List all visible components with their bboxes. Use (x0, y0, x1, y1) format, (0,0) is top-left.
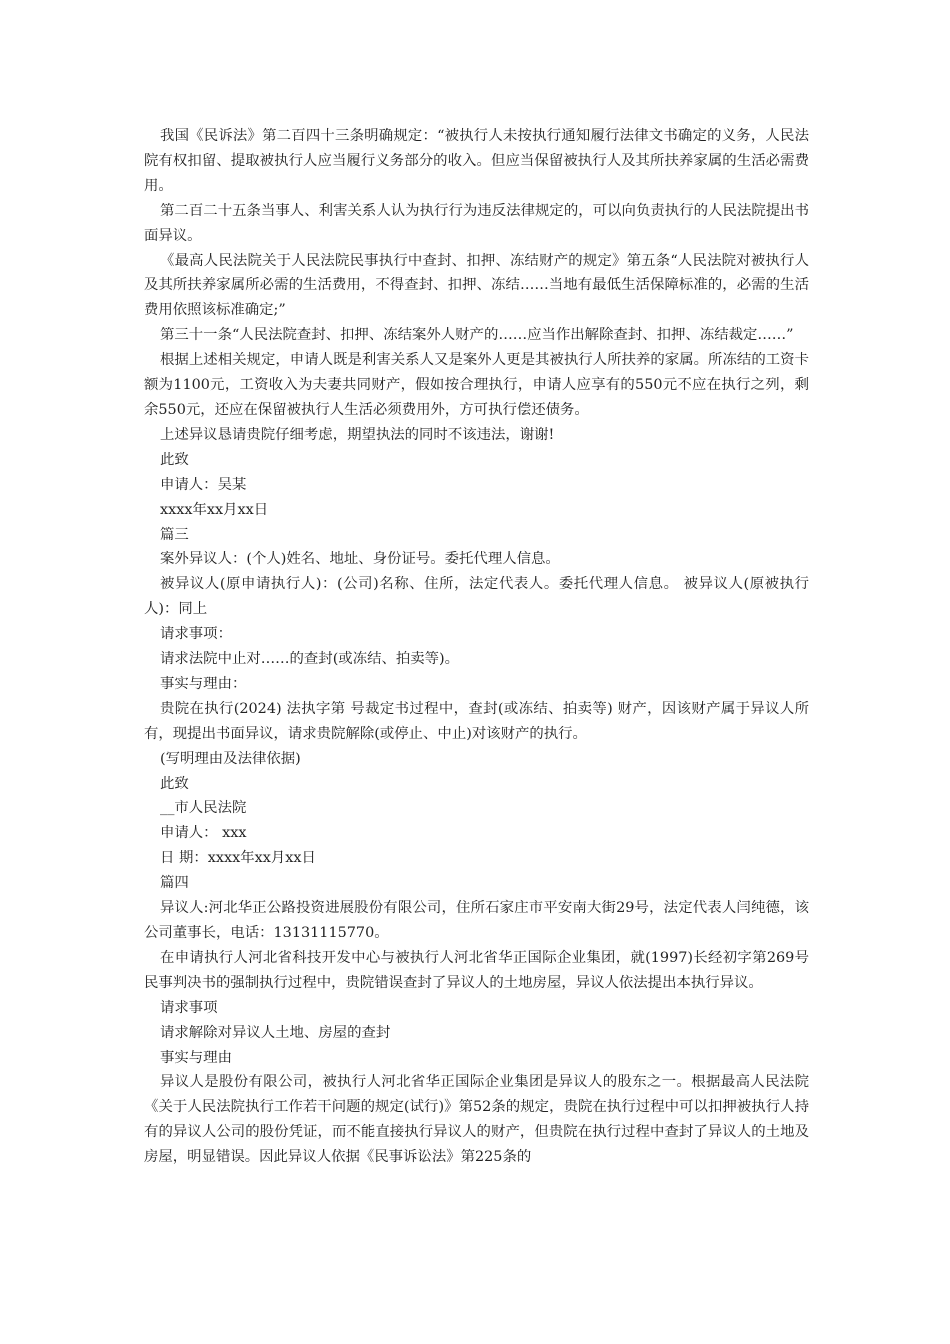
section-heading: 篇四 (160, 875, 189, 892)
court-line: __市人民法院 (160, 800, 247, 817)
paragraph: 《最高人民法院关于人民法院民事执行中查封、扣押、冻结财产的规定》第五条“人民法院对被执行人及其所扶养家属所必需的生活费用，不得查封、扣押、冻结……当地有最低生活保障标准的，必需的生活费用依照该标准确定;” (144, 252, 809, 319)
paragraph: 请求法院中止对……的查封(或冻结、拍卖等)。 (160, 651, 460, 668)
paragraph: 请求事项 (160, 999, 218, 1016)
paragraph: 根据上述相关规定，申请人既是利害关系人又是案外人更是其被执行人所扶养的家属。所冻结的工资卡额为1100元，工资收入为夫妻共同财产，假如按合理执行，申请人应享有的550元不应在执行之列，剩余550元，还应在保留被执行人生活必须费用外，方可执行偿还债务。 (144, 352, 809, 418)
paragraph: 上述异议恳请贵院仔细考虑，期望执法的同时不该违法，谢谢! (160, 426, 555, 443)
paragraph: 异议人:河北华正公路投资进展股份有限公司，住所石家庄市平安南大街29号，法定代表人闫纯德，该公司董事长，电话：13131115770。 (144, 900, 809, 941)
paragraph: 在申请执行人河北省科技开发中心与被执行人河北省华正国际企业集团，就(1997)长经初字第269号民事判决书的强制执行过程中，贵院错误查封了异议人的土地房屋，异议人依法提出本执行异议。 (144, 949, 809, 991)
date-line: xxxx年xx月xx日 (160, 501, 269, 518)
closing-salutation: 此致 (160, 775, 189, 792)
document-body (144, 124, 809, 1170)
applicant-line: 申请人： xxx (160, 825, 247, 842)
section-heading: 篇三 (160, 526, 189, 543)
applicant-line: 申请人：吴某 (160, 476, 247, 493)
date-line: 日 期：xxxx年xx月xx日 (160, 850, 316, 867)
paragraph: 被异议人(原申请执行人)：(公司)名称、住所，法定代表人。委托代理人信息。 被异议人(原被执行人)：同上 (144, 576, 809, 618)
paragraph: 事实与理由 (160, 1049, 232, 1066)
paragraph: 案外异议人：(个人)姓名、地址、身份证号。委托代理人信息。 (160, 551, 560, 568)
paragraph: 我国《民诉法》第二百四十三条明确规定：“被执行人未按执行通知履行法律文书确定的义务，人民法院有权扣留、提取被执行人应当履行义务部分的收入。但应当保留被执行人及其所扶养家属的生活必需费用。 (144, 128, 809, 194)
paragraph: 异议人是股份有限公司，被执行人河北省华正国际企业集团是异议人的股东之一。根据最高人民法院《关于人民法院执行工作若干问题的规定(试行)》第52条的规定，贵院在执行过程中可以扣押被执行人持有的异议人公司的股份凭证，而不能直接执行异议人的财产，但贵院在执行过程中查封了异议人的土地及房屋，明显错误。因此异议人依据《民事诉讼法》第225条的 (144, 1074, 809, 1166)
paragraph: (写明理由及法律依据) (160, 750, 301, 767)
closing-salutation: 此致 (160, 451, 189, 468)
paragraph: 请求事项： (160, 626, 232, 643)
paragraph: 请求解除对异议人土地、房屋的查封 (160, 1024, 391, 1041)
paragraph: 贵院在执行(2024) 法执字第 号裁定书过程中，查封(或冻结、拍卖等) 财产，因该财产属于异议人所有，现提出书面异议，请求贵院解除(或停止、中止)对该财产的执行。 (144, 700, 809, 742)
paragraph: 第三十一条“人民法院查封、扣押、冻结案外人财产的……应当作出解除查封、扣押、冻结裁定……” (160, 327, 794, 344)
paragraph: 第二百二十五条当事人、利害关系人认为执行行为违反法律规定的，可以向负责执行的人民法院提出书面异议。 (144, 202, 809, 244)
paragraph: 事实与理由： (160, 675, 247, 692)
